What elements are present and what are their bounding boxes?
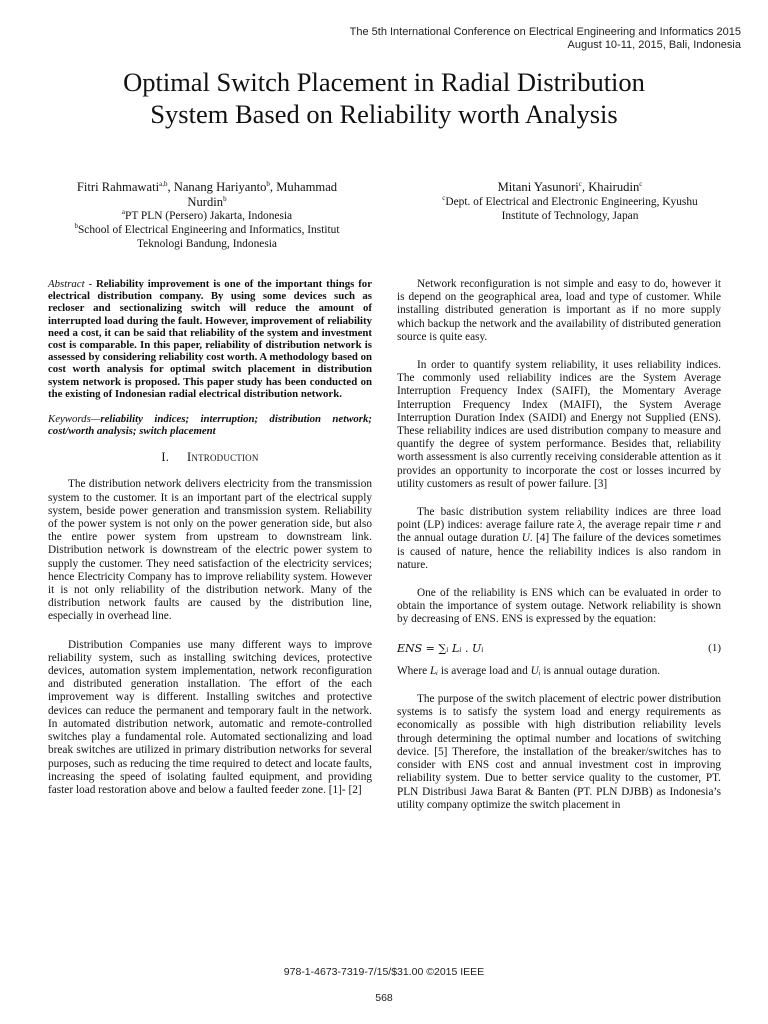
isbn-copyright: 978-1-4673-7319-7/15/$31.00 ©2015 IEEE xyxy=(283,966,485,978)
author-names-right: Mitani Yasunori$^c$, Khairudin$^c$ xyxy=(497,179,643,194)
paper-title xyxy=(40,66,728,130)
conference-name: The 5th International Conference on Electrical Engineering and Informatics 2015 xyxy=(349,26,741,38)
keywords-label: Keywords— xyxy=(48,413,101,426)
equation-number: (1) xyxy=(708,641,721,654)
right-paragraph-4: One of the reliability is ENS which can be evaluated in order to obtain the importance of system outage. Network reliability is shown by decreasing of ENS. ENS is expressed by the equation: xyxy=(397,587,721,626)
right-paragraph-5: The purpose of the switch placement of electric power distribution systems is to satisfy the system load and energy requirements as economically as possible with high distribution reliability levels through determining the optimal number and locations of switching device. [5] Therefore, the installation of the breaker/switches has to consider with ENS cost and annual investment cost in improving reliability system. Due to better service quality to the customer, PT. PLN Distribusi Jawa Barat & Banten (PT. PLN DJBB) as Indonesia’s utility company optimize the switch placement in xyxy=(397,693,721,811)
page-number: 568 xyxy=(375,992,393,1004)
affiliation-a: $^a$PT PLN (Persero) Jakarta, Indonesia xyxy=(121,208,293,222)
conference-header xyxy=(350,26,741,52)
keywords xyxy=(48,413,372,437)
right-paragraph-3: The basic distribution system reliability indices are three load point (LP) indices: average failure rate λ, the average repair time r and the annual outage duration U. [4] The failure of the devices sometimes is caused of nature, hence the reliability indices is also random in nature. xyxy=(397,506,722,571)
affiliation-c-line2: Institute of Technology, Japan xyxy=(501,209,639,222)
equation-body: ENS = ∑ᵢ Lᵢ . Uᵢ xyxy=(397,641,484,655)
abstract-label: Abstract - xyxy=(48,278,93,290)
affiliation-b-line2: Teknologi Bandung, Indonesia xyxy=(137,238,277,250)
title-line-2: System Based on Reliability worth Analysis xyxy=(150,99,618,129)
left-column xyxy=(48,278,372,812)
affiliation-c: $^c$Dept. of Electrical and Electronic Engineering, Kyushu xyxy=(442,193,698,208)
abstract xyxy=(48,278,372,400)
equation-1 xyxy=(397,642,721,655)
abstract-text: Reliability improvement is one of the important things for electrical distribution company. By using some devices such as recloser and sectionalizing switch will reduce the amount of interrupted load during the fault. However, improvement of reliability need a cost, it can be said that reliability of the system and investment cost is comparable. In this paper, reliability of distribution network is assessed by considering reliability cost worth. A methodology based on cost worth analysis for optimal switch placement in distribution system network is proposed. This paper study has been conducted on the existing of Indonesian radial electrical distribution network. xyxy=(48,278,372,400)
keywords-text: reliability indices; interruption; distribution network; cost/worth analysis; switch placement xyxy=(48,413,372,438)
author-names-left-line2: Nurdin$^b$ xyxy=(187,194,227,209)
intro-paragraph-2: Distribution Companies use many different ways to improve reliability system, such as installing switching devices, protective devices, automation system implementation, network reconfiguration and distributed generation installation. The effort of the each improvement way is different. Installing switches and protective devices can reduce the permanent and temporary fault in the network. In automated distribution network, automatic and remote-controlled switches play a fundamental role. Automated sectionalizing and load break switches are utilized in primary distribution networks for several purposes, such as reducing the time required to detect and locate faults, increasing the speed of isolating faulted equipment, and providing faster load restoration above and below a faulted feeder zone. [1]- [2] xyxy=(48,638,372,796)
equation-where: Where Lᵢ is average load and Uᵢ is annual outage duration. xyxy=(397,664,661,677)
affiliation-b: $^b$School of Electrical Engineering and Informatics, Institut xyxy=(74,222,340,236)
section-heading-introduction: I. Introduction xyxy=(161,450,259,465)
conference-date-location: August 10-11, 2015, Bali, Indonesia xyxy=(567,39,741,51)
right-column xyxy=(397,278,721,827)
author-block-right xyxy=(400,180,740,223)
author-names-left: Fitri Rahmawati$^{a,b}$, Nanang Hariyanto$^b$, Muhammad xyxy=(76,179,338,194)
author-block-left xyxy=(52,180,362,251)
title-line-1: Optimal Switch Placement in Radial Distribution xyxy=(123,67,645,97)
right-paragraph-2: In order to quantify system reliability, it uses reliability indices. The commonly used reliability indices are the System Average Interruption Frequency Index (SAIFI), the Momentary Average Interruption Frequency Index (MAIFI), the System Average Interruption Duration Index (SAIDI) and Energy not Supplied (ENS). These reliability indices are used distribution company to measure and quantify the degree of system performance. Besides that, reliability worth assessment is also currently receiving considerable attention as it provides an opportunity to incorporate the cost or losses incurred by utility customers as result of power failure. [3] xyxy=(397,359,721,490)
right-paragraph-1: Network reconfiguration is not simple and easy to do, however it is depend on the geographical area, load and type of customer. While installing distributed generation is important as if no more supply which backup the network and the availability of distributed generation source is quite easy. xyxy=(397,278,721,343)
intro-paragraph-1: The distribution network delivers electricity from the transmission system to the customer. It is an important part of the electrical supply system, beside power generation and transmission system. Reliability of the power system is not only on the power generation side, but also the entire power system from upstream to downstream link. Distribution network is downstream of the electric power system to supply the customer. They need satisfaction of the electricity services; hence Electricity Company has to improve reliability system. However it is not only reliability of the distribution network. Many of the distribution network faults are caused by the distribution line, especially in overhead line. xyxy=(48,478,372,623)
